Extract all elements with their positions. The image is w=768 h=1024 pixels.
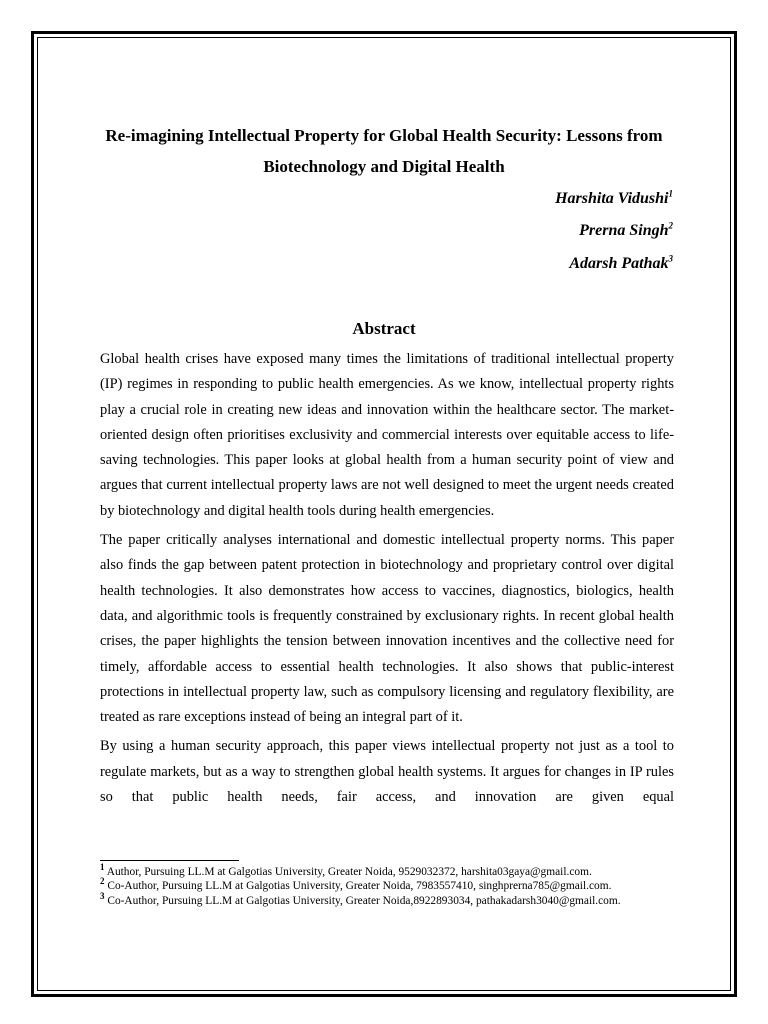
author-footnote-mark: 1 — [668, 188, 673, 199]
footnote-text: Author, Pursuing LL.M at Galgotias University, Greater Noida, 9529032372, harshita03gaya@gmail.com. — [104, 866, 592, 878]
author-2 — [579, 221, 673, 241]
abstract-body — [100, 347, 674, 814]
footnotes — [100, 862, 674, 908]
footnote — [100, 862, 674, 879]
footnote — [100, 876, 674, 893]
footnote-mark: 3 — [100, 891, 105, 902]
author-name: Harshita Vidushi — [555, 190, 669, 207]
footnote-mark: 2 — [100, 876, 105, 887]
footnote-text: Co-Author, Pursuing LL.M at Galgotias University, Greater Noida,8922893034, pathakadarsh3040@gmail.com. — [104, 894, 621, 907]
author-footnote-mark: 3 — [668, 253, 673, 264]
footnote-mark: 1 — [100, 862, 105, 873]
footnote-text: Co-Author, Pursuing LL.M at Galgotias University, Greater Noida, 7983557410, singhprerna785@gmail.com. — [104, 880, 612, 893]
author-name: Adarsh Pathak — [569, 255, 669, 272]
abstract-paragraph: Global health crises have exposed many times the limitations of traditional intellectual property (IP) regimes in responding to public health emergencies. As we know, intellectual property rights play a crucial role in creating new ideas and innovation within the healthcare sector. The market-oriented design often prioritises exclusivity and commercial interests over equitable access to life-saving technologies. This paper looks at global health from a human security point of view and argues that current intellectual property laws are not well designed to meet the urgent needs created by biotechnology and digital health tools during health emergencies. — [100, 351, 674, 519]
author-name: Prerna Singh — [579, 222, 669, 239]
abstract-paragraph: The paper critically analyses international and domestic intellectual property norms. This paper also finds the gap between patent protection in biotechnology and proprietary control over digital health technologies. It also demonstrates how access to vaccines, diagnostics, biologics, health data, and algorithmic tools is frequently constrained by exclusionary rights. In recent global health crises, the paper highlights the tension between innovation incentives and the collective need for timely, affordable access to essential health technologies. It also shows that public-interest protections in intellectual property law, such as compulsory licensing and regulatory flexibility, are treated as rare exceptions instead of being an integral part of it. — [100, 532, 674, 726]
paper-title: Re-imagining Intellectual Property for Global Health Security: Lessons from Biotechnology and Digital Health — [105, 126, 663, 176]
footnote-separator — [100, 860, 239, 861]
author-3 — [569, 254, 673, 274]
author-footnote-mark: 2 — [668, 220, 673, 231]
abstract-heading: Abstract — [352, 319, 416, 338]
abstract-paragraph: By using a human security approach, this paper views intellectual property not just as a tool to regulate markets, but as a way to strengthen global health systems. It argues for changes in IP rules so that public health needs, fair access, and innovation are given equal — [100, 738, 674, 806]
footnote — [100, 891, 674, 908]
author-1 — [555, 189, 673, 209]
